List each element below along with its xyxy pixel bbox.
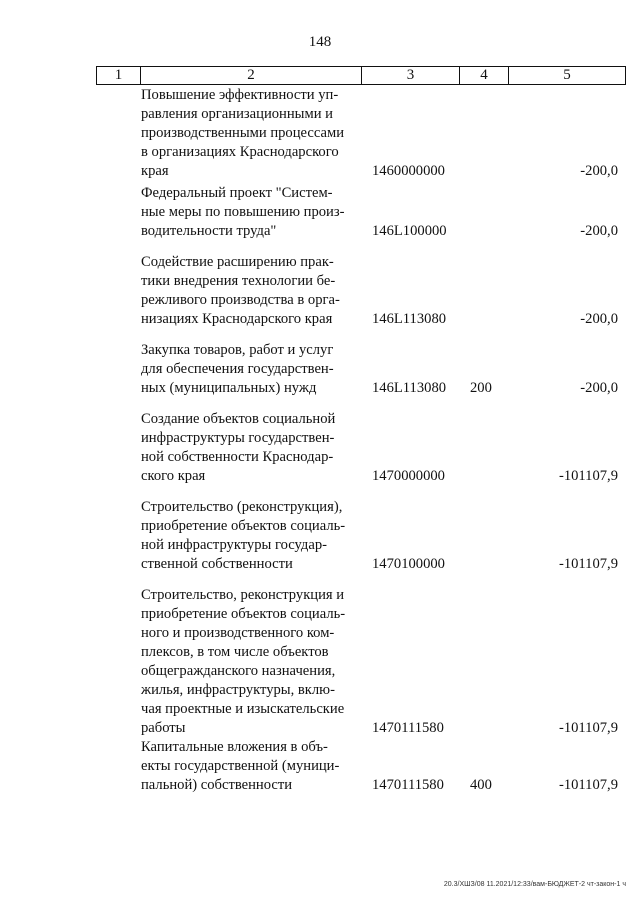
row-code: 1470000000 bbox=[372, 468, 445, 484]
row-name-line: ной собственности Краснодар- bbox=[141, 449, 334, 465]
row-code: 146L100000 bbox=[372, 223, 447, 239]
row-name-line: края bbox=[141, 163, 169, 179]
row-amount: -101107,9 bbox=[558, 777, 618, 793]
row-expense-type: 200 bbox=[470, 380, 492, 396]
row-name-line: низациях Краснодарского края bbox=[141, 311, 333, 327]
row-amount: -101107,9 bbox=[558, 556, 618, 572]
column-header-3: 3 bbox=[362, 67, 460, 85]
row-name-line: чая проектные и изыскательские bbox=[141, 701, 345, 717]
row-amount: -200,0 bbox=[580, 223, 618, 239]
row-name bbox=[141, 341, 369, 398]
row-name-line: инфраструктуры государствен- bbox=[141, 430, 335, 446]
row-name-line: екты государственной (муници- bbox=[141, 758, 340, 774]
row-name bbox=[141, 410, 369, 486]
row-name-line: Закупка товаров, работ и услуг bbox=[141, 342, 334, 358]
row-name-line: для обеспечения государствен- bbox=[141, 361, 334, 377]
row-code: 1470111580 bbox=[372, 720, 444, 736]
row-name-line: производственными процессами bbox=[141, 125, 345, 141]
budget-row bbox=[0, 341, 640, 398]
budget-row bbox=[0, 410, 640, 486]
row-name bbox=[141, 738, 369, 795]
row-name bbox=[141, 253, 369, 329]
column-header-table bbox=[96, 66, 626, 85]
row-expense-type: 400 bbox=[470, 777, 492, 793]
row-name-line: равления организационными и bbox=[141, 106, 333, 122]
row-name-line: Содействие расширению прак- bbox=[141, 254, 334, 270]
column-header-4: 4 bbox=[460, 67, 509, 85]
row-name bbox=[141, 86, 369, 181]
row-name-line: Повышение эффективности уп- bbox=[141, 87, 339, 103]
row-code: 1460000000 bbox=[372, 163, 445, 179]
row-name-line: Капитальные вложения в объ- bbox=[141, 739, 328, 755]
row-code: 1470111580 bbox=[372, 777, 444, 793]
row-code: 146L113080 bbox=[372, 311, 447, 327]
budget-row bbox=[0, 86, 640, 181]
row-amount: -101107,9 bbox=[558, 720, 618, 736]
row-amount: -101107,9 bbox=[558, 468, 618, 484]
row-name-line: в организациях Краснодарского bbox=[141, 144, 339, 160]
budget-row bbox=[0, 498, 640, 574]
budget-row bbox=[0, 184, 640, 241]
row-amount: -200,0 bbox=[580, 311, 618, 327]
row-name-line: режливого производства в орга- bbox=[141, 292, 340, 308]
row-name-line: Строительство (реконструкция), bbox=[141, 499, 343, 515]
row-name-line: плексов, в том числе объектов bbox=[141, 644, 329, 660]
row-name-line: ственной собственности bbox=[141, 556, 293, 572]
budget-row bbox=[0, 253, 640, 329]
row-name-line: приобретение объектов социаль- bbox=[141, 606, 346, 622]
row-name bbox=[141, 498, 369, 574]
row-name-line: Создание объектов социальной bbox=[141, 411, 336, 427]
row-code: 1470100000 bbox=[372, 556, 445, 572]
row-name bbox=[141, 184, 369, 241]
footer-print-stamp: 20.3/ХШЗ/08 11.2021/12:33/вам-БЮДЖЕТ-2 чт-закон-1 ч bbox=[443, 881, 626, 888]
row-name-line: тики внедрения технологии бе- bbox=[141, 273, 336, 289]
column-header-5: 5 bbox=[509, 67, 626, 85]
budget-row bbox=[0, 738, 640, 795]
row-name-line: Строительство, реконструкция и bbox=[141, 587, 345, 603]
row-name bbox=[141, 586, 369, 738]
budget-row bbox=[0, 586, 640, 738]
row-name-line: пальной) собственности bbox=[141, 777, 293, 793]
row-name-line: приобретение объектов социаль- bbox=[141, 518, 346, 534]
column-header-1: 1 bbox=[97, 67, 141, 85]
row-amount: -200,0 bbox=[580, 380, 618, 396]
row-name-line: ной инфраструктуры государ- bbox=[141, 537, 327, 553]
page-number: 148 bbox=[308, 34, 332, 50]
row-name-line: ных (муниципальных) нужд bbox=[141, 380, 317, 396]
row-name-line: общегражданского назначения, bbox=[141, 663, 336, 679]
row-code: 146L113080 bbox=[372, 380, 447, 396]
column-header-2: 2 bbox=[141, 67, 362, 85]
row-name-line: Федеральный проект "Систем- bbox=[141, 185, 333, 201]
row-name-line: ского края bbox=[141, 468, 206, 484]
row-name-line: ные меры по повышению произ- bbox=[141, 204, 345, 220]
row-name-line: ного и производственного ком- bbox=[141, 625, 335, 641]
row-name-line: работы bbox=[141, 720, 186, 736]
row-name-line: водительности труда" bbox=[141, 223, 277, 239]
row-amount: -200,0 bbox=[580, 163, 618, 179]
row-name-line: жилья, инфраструктуры, вклю- bbox=[141, 682, 335, 698]
